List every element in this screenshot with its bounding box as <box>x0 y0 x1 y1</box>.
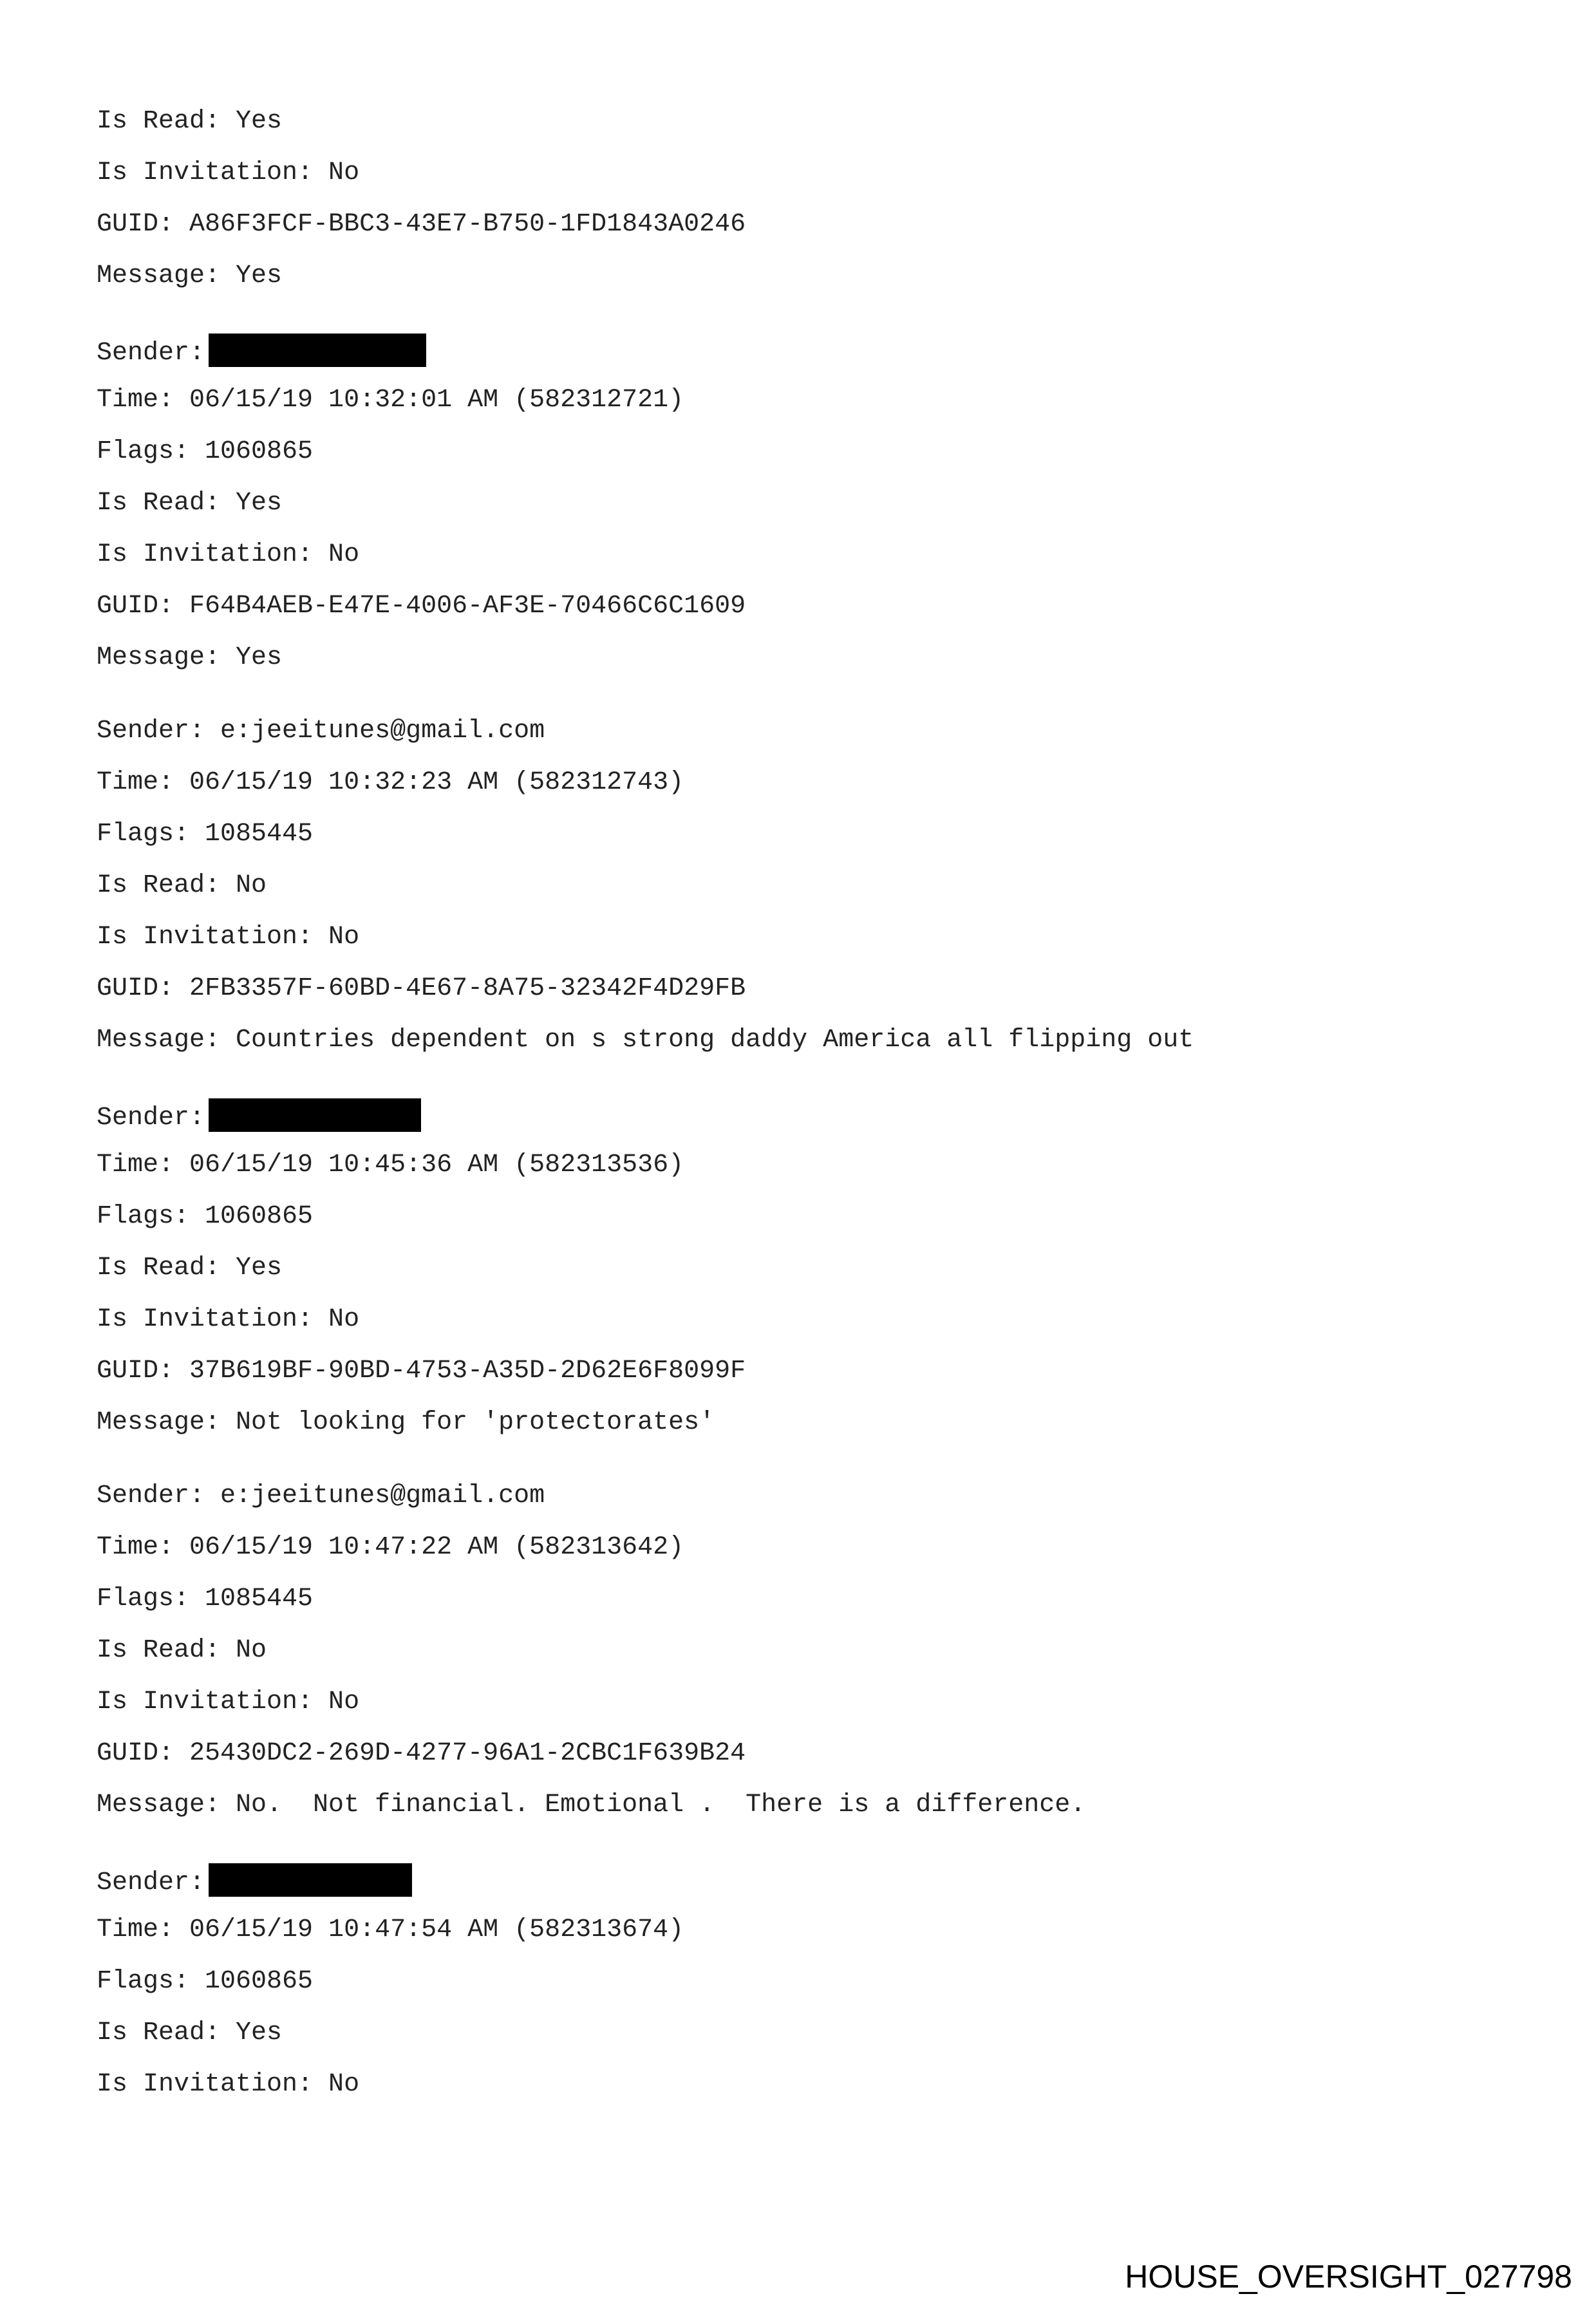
sender-label: Sender: <box>97 1868 205 1897</box>
field-is-read: Is Read: Yes <box>97 489 283 518</box>
field-sender <box>97 1098 421 1134</box>
field-message: Message: Countries dependent on s strong daddy America all flipping out <box>97 1026 1194 1055</box>
field-is-read: Is Read: No <box>97 871 267 900</box>
field-guid: GUID: 25430DC2-269D-4277-96A1-2CBC1F639B24 <box>97 1739 746 1768</box>
field-is-read: Is Read: Yes <box>97 1254 283 1283</box>
field-message: Message: Yes <box>97 643 283 672</box>
field-flags: Flags: 1085445 <box>97 1584 314 1613</box>
field-sender <box>97 334 426 369</box>
field-is-invitation: Is Invitation: No <box>97 923 360 952</box>
field-guid: GUID: A86F3FCF-BBC3-43E7-B750-1FD1843A0246 <box>97 210 746 239</box>
field-is-invitation: Is Invitation: No <box>97 158 360 187</box>
redaction-box <box>209 334 426 367</box>
field-time: Time: 06/15/19 10:45:36 AM (582313536) <box>97 1151 684 1180</box>
field-sender <box>97 1863 412 1899</box>
field-flags: Flags: 1060865 <box>97 1967 314 1996</box>
field-time: Time: 06/15/19 10:32:01 AM (582312721) <box>97 386 684 415</box>
field-is-read: Is Read: Yes <box>97 2018 283 2047</box>
field-is-read: Is Read: No <box>97 1636 267 1665</box>
field-guid: GUID: F64B4AEB-E47E-4006-AF3E-70466C6C1609 <box>97 592 746 621</box>
redaction-box <box>209 1098 421 1132</box>
field-guid: GUID: 37B619BF-90BD-4753-A35D-2D62E6F8099F <box>97 1357 746 1386</box>
field-is-invitation: Is Invitation: No <box>97 540 360 569</box>
field-message: Message: Yes <box>97 261 283 290</box>
field-is-invitation: Is Invitation: No <box>97 1305 360 1334</box>
field-is-read: Is Read: Yes <box>97 107 283 136</box>
field-flags: Flags: 1085445 <box>97 820 314 849</box>
field-time: Time: 06/15/19 10:32:23 AM (582312743) <box>97 768 684 797</box>
field-sender: Sender: e:jeeitunes@gmail.com <box>97 1481 545 1510</box>
field-flags: Flags: 1060865 <box>97 437 314 466</box>
field-message: Message: Not looking for 'protectorates' <box>97 1408 715 1437</box>
field-guid: GUID: 2FB3357F-60BD-4E67-8A75-32342F4D29FB <box>97 974 746 1003</box>
field-message: Message: No. Not financial. Emotional . There is a difference. <box>97 1791 1086 1819</box>
field-is-invitation: Is Invitation: No <box>97 1687 360 1716</box>
bates-number: HOUSE_OVERSIGHT_027798 <box>1125 2259 1572 2295</box>
field-time: Time: 06/15/19 10:47:22 AM (582313642) <box>97 1533 684 1562</box>
field-sender: Sender: e:jeeitunes@gmail.com <box>97 717 545 746</box>
field-is-invitation: Is Invitation: No <box>97 2070 360 2099</box>
sender-label: Sender: <box>97 1104 205 1133</box>
field-flags: Flags: 1060865 <box>97 1202 314 1231</box>
field-time: Time: 06/15/19 10:47:54 AM (582313674) <box>97 1915 684 1944</box>
redaction-box <box>209 1863 412 1897</box>
sender-label: Sender: <box>97 339 205 368</box>
